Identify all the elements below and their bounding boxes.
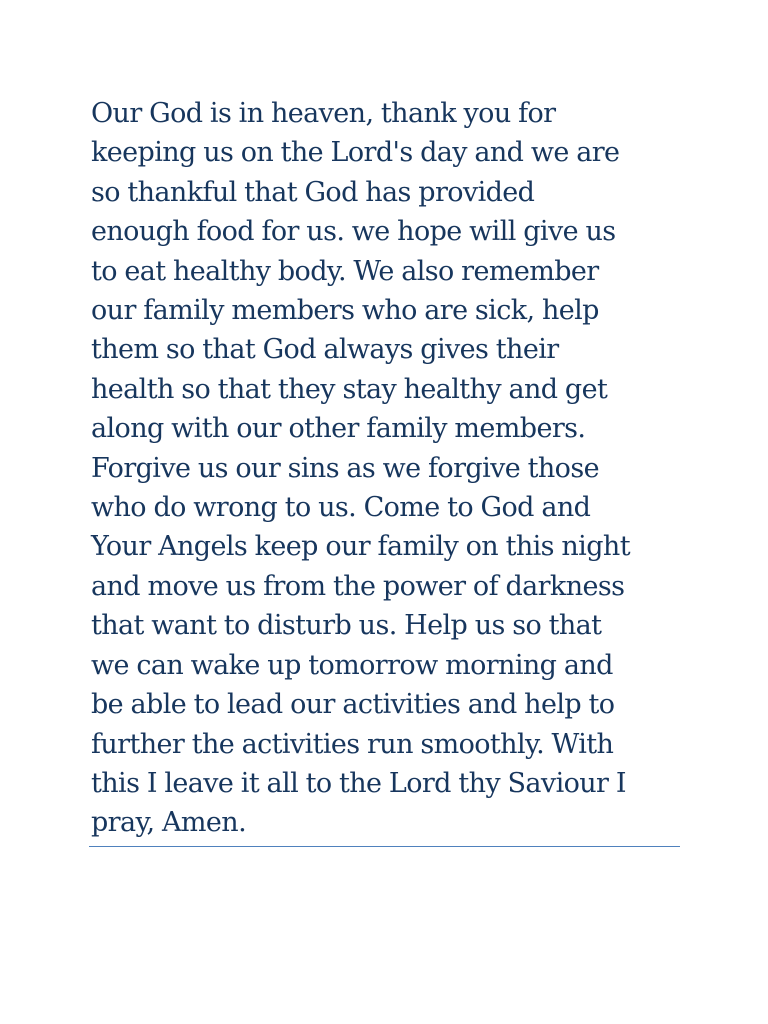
text-line: that want to disturb us. Help us so that <box>91 610 602 642</box>
text-line: pray, Amen. <box>91 807 247 839</box>
text-line: we can wake up tomorrow morning and <box>91 649 613 681</box>
text-line: further the activities run smoothly. With <box>91 728 614 760</box>
text-line: Your Angels keep our family on this night <box>91 531 630 563</box>
text-line: our family members who are sick, help <box>91 295 599 327</box>
text-line: them so that God always gives their <box>91 334 559 366</box>
text-line: who do wrong to us. Come to God and <box>91 492 591 524</box>
prayer-paragraph <box>91 94 683 843</box>
horizontal-rule <box>89 846 680 847</box>
text-line: along with our other family members. <box>91 413 586 445</box>
text-line: health so that they stay healthy and get <box>91 373 608 405</box>
text-line: to eat healthy body. We also remember <box>91 255 599 287</box>
text-line: Our God is in heaven, thank you for <box>91 98 556 129</box>
text-line: keeping us on the Lord's day and we are <box>91 137 620 169</box>
text-line: so thankful that God has provided <box>91 176 535 208</box>
text-line: and move us from the power of darkness <box>91 570 625 602</box>
text-line: be able to lead our activities and help to <box>91 689 615 721</box>
text-line: enough food for us. we hope will give us <box>91 216 616 248</box>
text-line: Forgive us our sins as we forgive those <box>91 452 599 484</box>
text-line: this I leave it all to the Lord thy Saviour I <box>91 767 626 799</box>
